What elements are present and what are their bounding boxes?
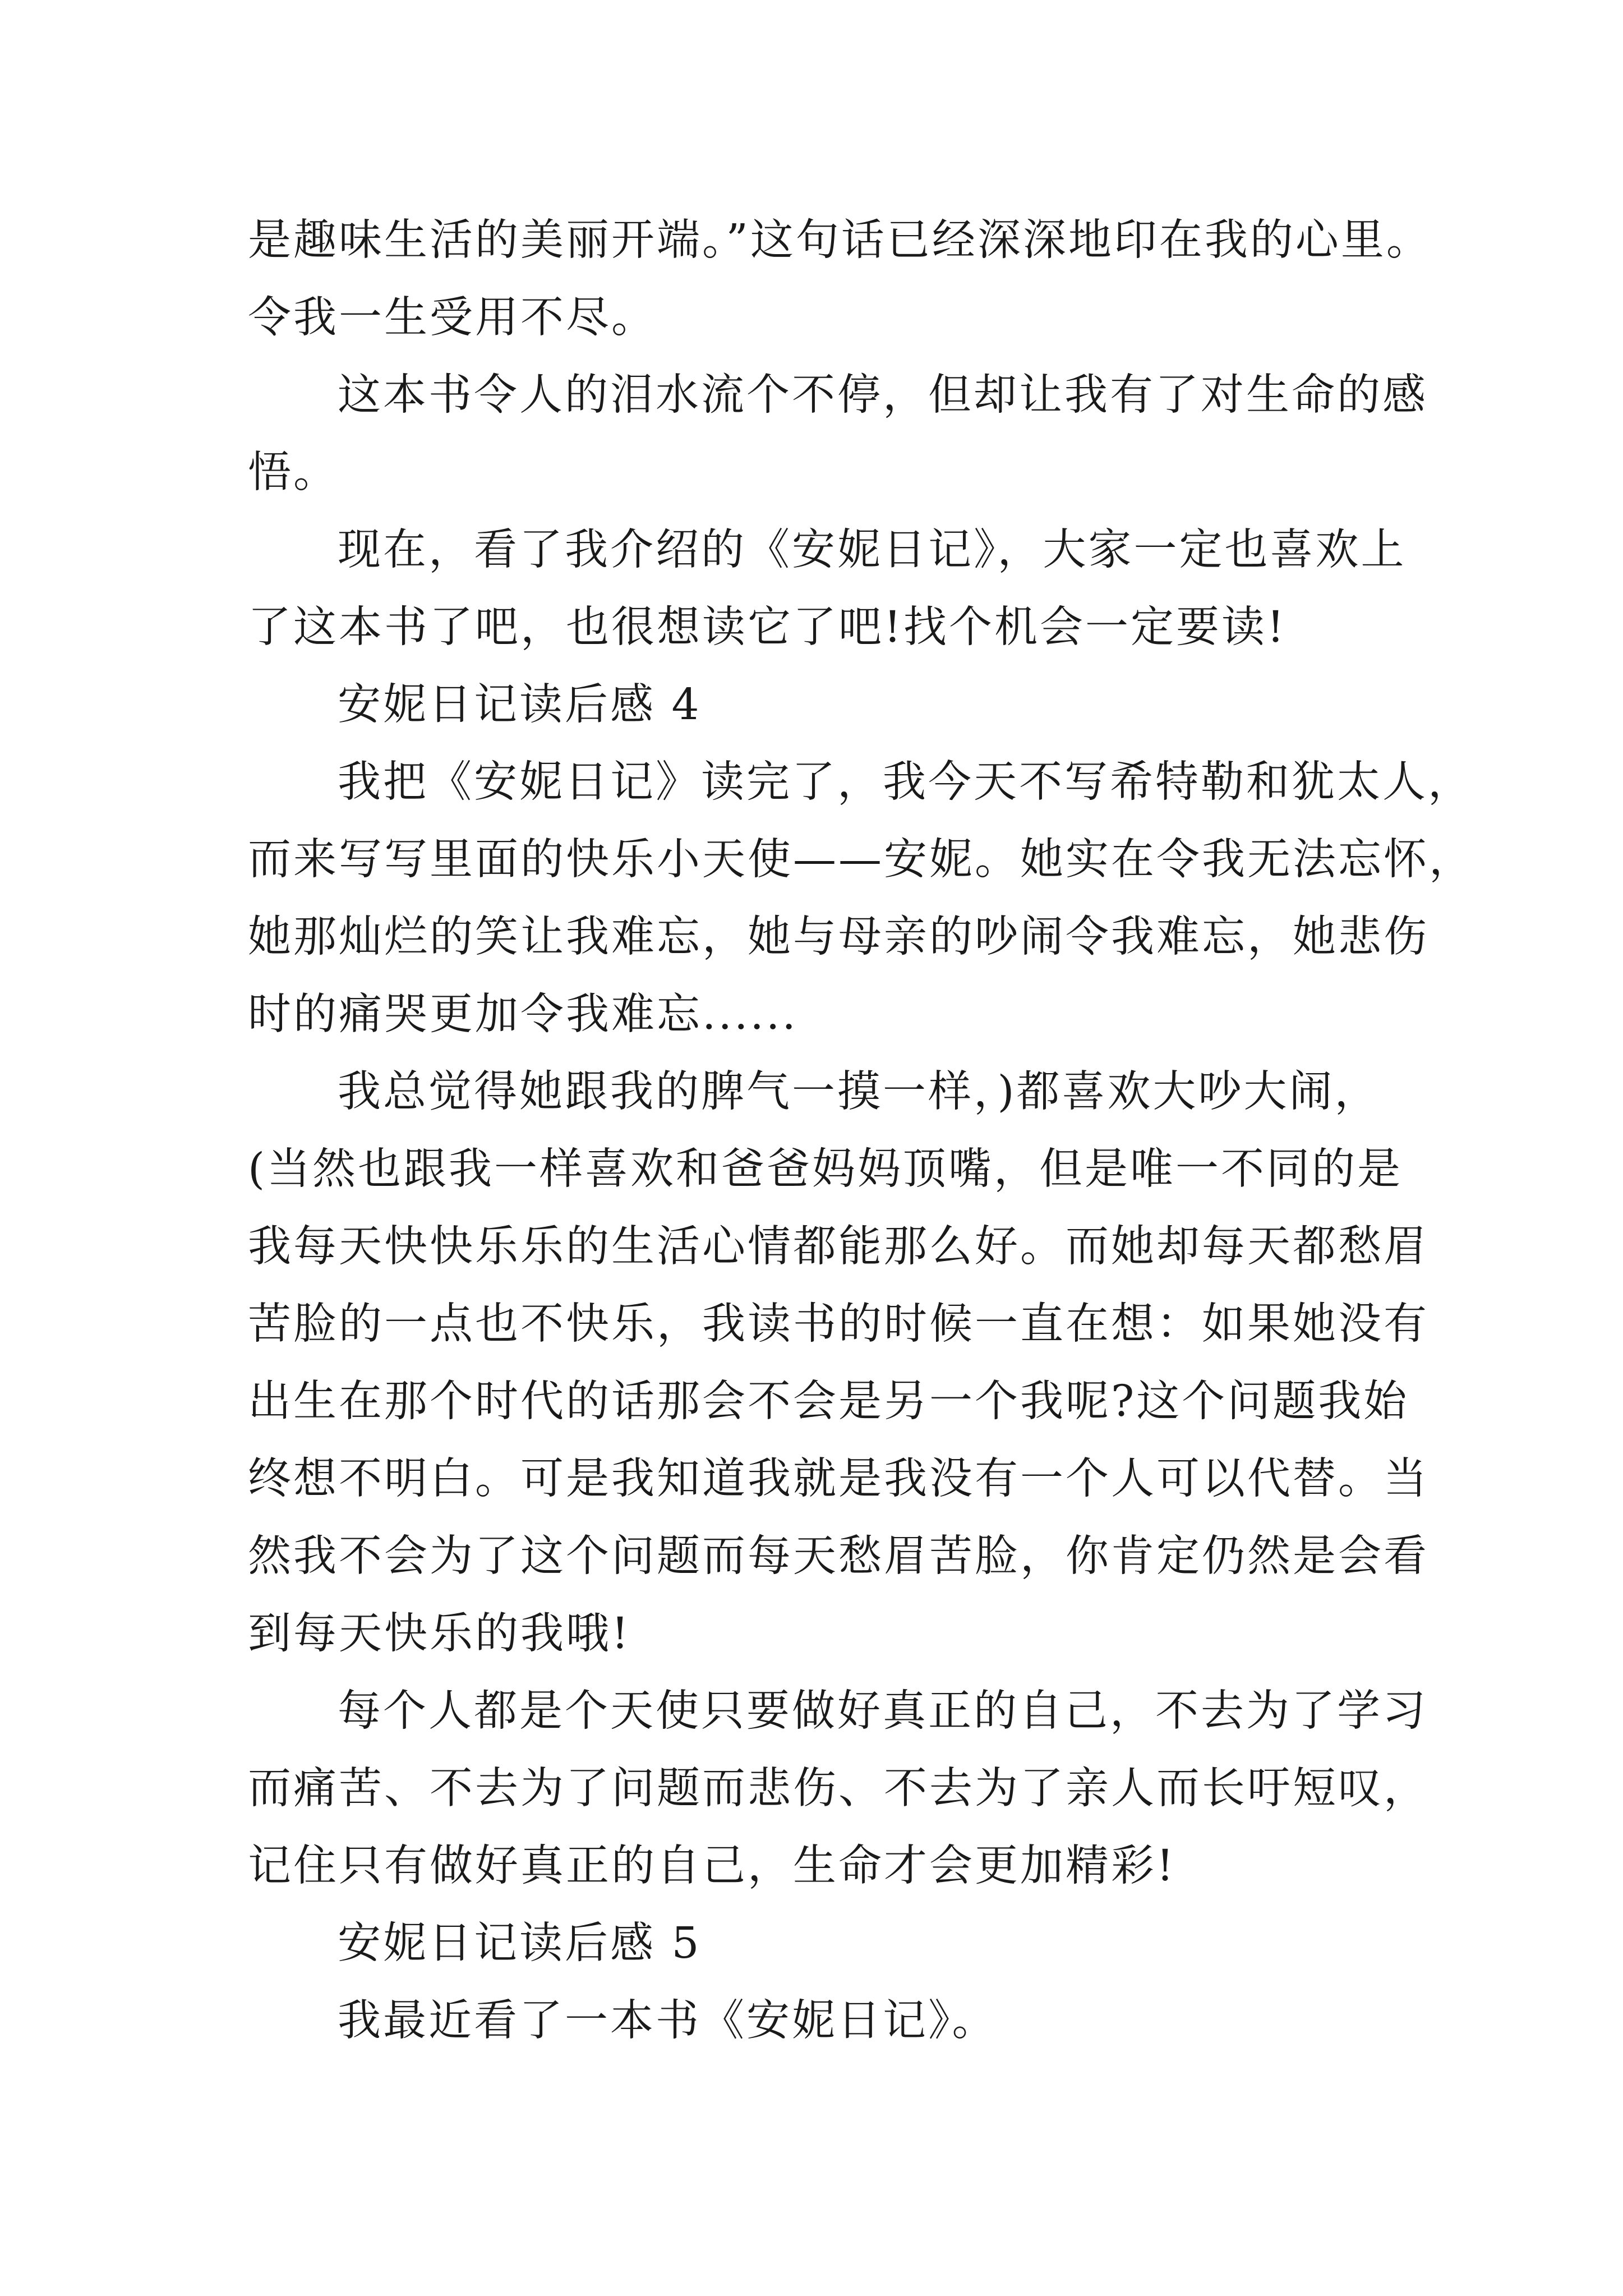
text-line: 而来写写里面的快乐小天使——安妮。她实在令我无法忘怀，	[248, 835, 1474, 885]
text-line: 现在，看了我介绍的《安妮日记》，大家一定也喜欢上	[338, 525, 1407, 575]
text-line: 到每天快乐的我哦!	[248, 1609, 631, 1659]
section-heading: 安妮日记读后感 5	[338, 1918, 702, 1968]
text-line: 我总觉得她跟我的脾气一摸一样，)都喜欢大吵大闹，	[338, 1067, 1380, 1117]
text-line: 我把《安妮日记》读完了，我今天不写希特勒和犹太人，	[338, 757, 1473, 807]
text-line: 我每天快快乐乐的生活心情都能那么好。而她却每天都愁眉	[248, 1222, 1429, 1272]
text-line: 时的痛哭更加令我难忘......	[248, 990, 798, 1039]
text-line: 苦脸的一点也不快乐，我读书的时候一直在想：如果她没有	[248, 1299, 1429, 1349]
section-heading: 安妮日记读后感 4	[338, 680, 702, 730]
text-line: 然我不会为了这个问题而每天愁眉苦脸，你肯定仍然是会看	[248, 1531, 1429, 1581]
text-line: (当然也跟我一样喜欢和爸爸妈妈顶嘴，但是唯一不同的是	[248, 1144, 1403, 1194]
text-line: 终想不明白。可是我知道我就是我没有一个人可以代替。当	[248, 1454, 1429, 1504]
text-line: 我最近看了一本书《安妮日记》。	[338, 1996, 998, 2046]
text-line: 记住只有做好真正的自己，生命才会更加精彩!	[248, 1841, 1176, 1891]
document-body	[248, 202, 1474, 2060]
text-line: 是趣味生活的美丽开端。”这句话已经深深地印在我的心里。	[248, 215, 1432, 265]
text-line: 每个人都是个天使只要做好真正的自己，不去为了学习	[338, 1686, 1428, 1736]
text-line: 这本书令人的泪水流个不停，但却让我有了对生命的感	[338, 370, 1428, 420]
text-line: 悟。	[248, 448, 339, 498]
text-line: 了这本书了吧，也很想读它了吧!找个机会一定要读!	[248, 602, 1287, 652]
text-line: 她那灿烂的笑让我难忘，她与母亲的吵闹令我难忘，她悲伤	[248, 912, 1429, 962]
text-line: 令我一生受用不尽。	[248, 293, 657, 343]
text-line: 而痛苦、不去为了问题而悲伤、不去为了亲人而长吁短叹，	[248, 1764, 1429, 1814]
text-line: 出生在那个时代的话那会不会是另一个我呢?这个问题我始	[248, 1377, 1409, 1427]
